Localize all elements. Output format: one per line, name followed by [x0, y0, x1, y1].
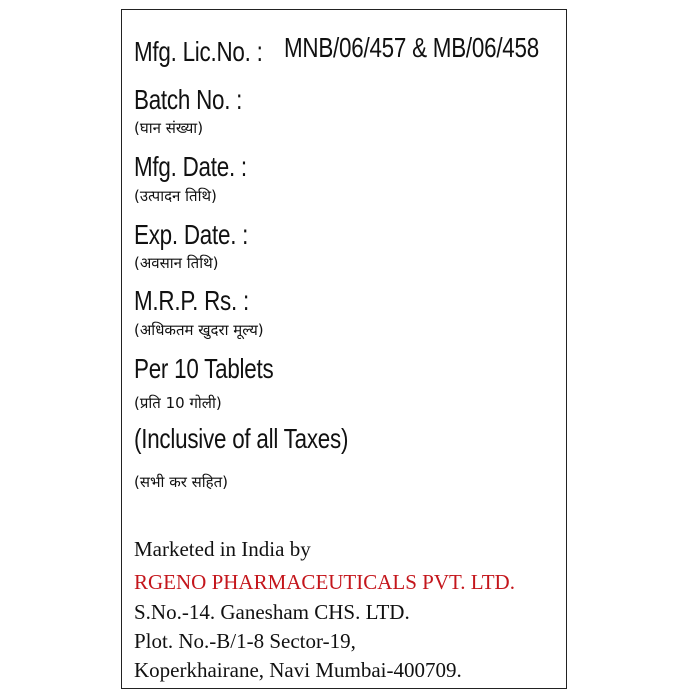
mfg-license-value: MNB/06/457 & MB/06/458 [284, 32, 539, 63]
tax-inclusive-hindi: (सभी कर सहित) [134, 473, 229, 491]
pack-size-label: Per 10 Tablets [134, 353, 274, 384]
marketer-address-line2: Plot. No.-B/1-8 Sector-19, [134, 629, 356, 653]
marketer-company-name: RGENO PHARMACEUTICALS PVT. LTD. [134, 570, 515, 594]
marketer-address-line3: Koperkhairane, Navi Mumbai-400709. [134, 658, 462, 682]
marketed-by-intro: Marketed in India by [134, 537, 311, 561]
mfg-license-caption: Mfg. Lic.No. : [134, 36, 263, 67]
mfg-date-label: Mfg. Date. : [134, 151, 247, 182]
marketer-address-line1: S.No.-14. Ganesham CHS. LTD. [134, 600, 410, 624]
batch-no-hindi: (घान संख्या) [134, 119, 204, 137]
pack-size-hindi: (प्रति 10 गोली) [134, 394, 222, 412]
batch-no-label: Batch No. : [134, 84, 243, 115]
tax-inclusive-label: (Inclusive of all Taxes) [134, 423, 349, 454]
mrp-label: M.R.P. Rs. : [134, 285, 249, 316]
exp-date-label: Exp. Date. : [134, 219, 249, 250]
mfg-date-hindi: (उत्पादन तिथि) [134, 187, 217, 205]
mrp-hindi: (अधिकतम खुदरा मूल्य) [134, 321, 264, 339]
exp-date-hindi: (अवसान तिथि) [134, 254, 219, 272]
